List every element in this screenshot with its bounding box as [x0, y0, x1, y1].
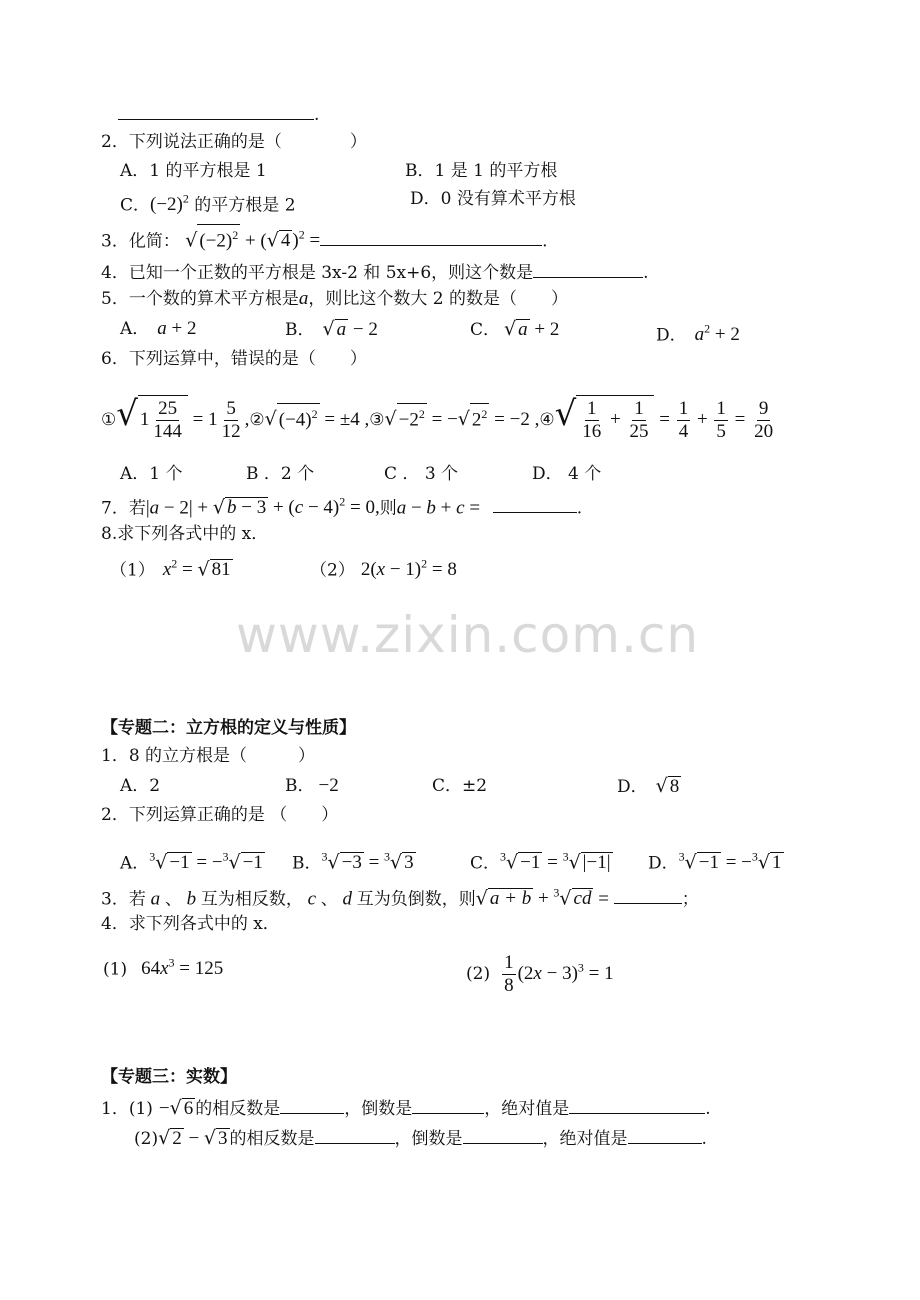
watermark: www.zixin.com.cn	[236, 606, 700, 664]
answer-blank[interactable]	[628, 1127, 702, 1144]
section2-heading: 【专题二：立方根的定义与性质】	[101, 718, 356, 738]
s2-q2-option-c: C．$^3$√ −1 = $^3$√ |−1|	[470, 850, 611, 874]
q5-stem: 5．一个数的算术平方根是a，则比这个数大 2 的数是（ ）	[101, 288, 568, 309]
answer-blank[interactable]	[280, 1097, 344, 1114]
s2-q1-option-b: B． −2	[285, 775, 339, 796]
period: .	[314, 105, 320, 125]
s2-q1-option-a: A．2	[120, 776, 161, 796]
s2-q2-stem: 2．下列运算正确的是 （ ）	[101, 805, 339, 825]
q2-option-b: B．1 是 1 的平方根	[405, 161, 558, 181]
s3-q1-part1: 1．(1) −√ 6 的相反数是 ，倒数是 ，绝对值是 .	[101, 1097, 711, 1119]
s2-q4-part1: (1) $64x^3 = 125$	[103, 956, 224, 980]
answer-blank[interactable]	[315, 1127, 395, 1144]
s2-q1-option-c: C．±2	[432, 776, 488, 796]
q3: 3．化简： √ $(-2)^2$ + (√ 4 )$^2$ = .	[101, 224, 548, 252]
q2-option-c: C．$(-2)^2$ 的平方根是 2	[120, 192, 296, 216]
q2-option-a: A．1 的平方根是 1	[120, 161, 267, 181]
q6-option-a: A．1 个	[120, 464, 183, 484]
q4: 4．已知一个正数的平方根是 3x-2 和 5x+6，则这个数是 .	[101, 263, 649, 283]
s2-q2-option-a: A．$^3$√ −1 = −$^3$√ −1	[120, 850, 263, 874]
s2-q3: 3．若 a 、 b 互为相反数， c 、 d 互为负倒数，则√ a + b + $^3$√ cd = ；	[101, 886, 699, 910]
q6-option-d: D． 4 个	[532, 464, 602, 484]
s2-q2-option-d: D．$^3$√ −1 = −$^3$√ 1	[648, 850, 782, 874]
s2-q1-stem: 1．8 的立方根是（ ）	[101, 746, 316, 766]
s2-q4-part2: (2) $\frac{1}{8}$ $(2x - 3)^3 = 1$	[466, 952, 614, 996]
q1-answer-line	[118, 103, 319, 126]
q6-option-c: C ． 3 个	[384, 464, 459, 484]
answer-blank[interactable]	[463, 1127, 543, 1144]
q8-stem: 8.求下列各式中的 x．	[101, 524, 269, 544]
answer-blank[interactable]	[614, 887, 682, 904]
q6-stem: 6．下列运算中，错误的是（ ）	[101, 349, 367, 369]
q6-expressions: ①√ 1 $\frac{25}{144}$ = 1 $\frac{5}{12}$ ,②√ $(-4)^2 = \pm 4$ ,③√ $-2^2$ = −√ $2^2 = -2$ ,④√ $\frac{1}{16}$ + $\frac{1}{25}$ = $\frac{1}{4}$ + $\frac{1}{5}$ = $\frac{9}{20}$	[101, 393, 774, 442]
s2-q2-option-b: B．$^3$√ −3 = $^3$√ 3	[292, 850, 414, 874]
answer-blank[interactable]	[569, 1097, 705, 1114]
s2-q1-option-d: D． √ 8	[617, 775, 680, 797]
s3-q1-part2: (2)√ 2 − √ 3 的相反数是 ，倒数是 ，绝对值是 .	[134, 1127, 707, 1149]
q2-option-d: D．0 没有算术平方根	[410, 189, 576, 209]
q7: 7．若|a − 2| + √ $b - 3 + (c - 4)^2 = 0$,则a − b + c = .	[101, 495, 583, 519]
s2-q4-stem: 4．求下列各式中的 x．	[101, 914, 280, 934]
q8-part1: （1） $x^2$ = √ 81	[110, 557, 231, 581]
q5-options: A． a + 2 B． √ a − 2 C． √ a + 2 D． $a^2 + 2$	[120, 318, 740, 346]
answer-blank[interactable]	[493, 496, 577, 513]
answer-blank[interactable]	[118, 103, 314, 120]
answer-blank[interactable]	[320, 229, 542, 246]
q6-option-b: B ．2 个	[246, 464, 315, 484]
section3-heading: 【专题三：实数】	[101, 1067, 237, 1087]
q2-stem: 2．下列说法正确的是（ ）	[101, 132, 367, 152]
math-expr: $(-2)^2$	[150, 192, 189, 216]
answer-blank[interactable]	[412, 1097, 484, 1114]
answer-blank[interactable]	[533, 261, 643, 278]
q8-part2: （2） $2(x - 1)^2 = 8$	[310, 557, 457, 581]
